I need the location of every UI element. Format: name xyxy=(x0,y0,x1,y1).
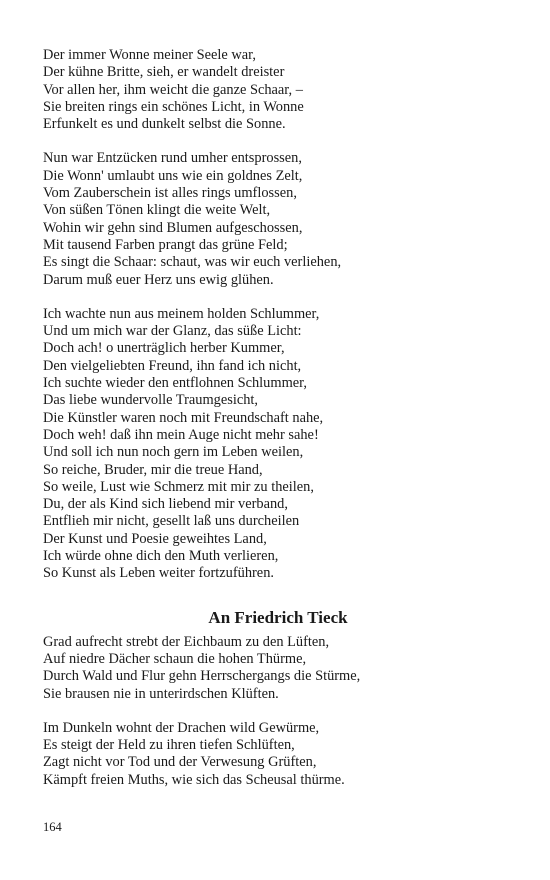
stanza-gap xyxy=(43,133,513,150)
verse-line: Kämpft freien Muths, wie sich das Scheusal thürme. xyxy=(43,771,345,788)
verse-line: Der immer Wonne meiner Seele war, xyxy=(43,47,256,63)
verse-line: Auf niedre Dächer schaun die hohen Thürme, xyxy=(43,650,307,667)
verse-line: Entflieh mir nicht, gesellt laß uns durcheilen xyxy=(43,513,300,530)
verse-line: Grad aufrecht strebt der Eichbaum zu den Lüften, xyxy=(43,633,330,650)
verse-line: Doch ach! o unerträglich herber Kummer, xyxy=(43,340,285,357)
verse-line: Wohin wir gehn sind Blumen aufgeschossen, xyxy=(43,219,303,236)
verse-line: Zagt nicht vor Tod und der Verwesung Grüften, xyxy=(43,754,317,771)
verse-line: Nun war Entzücken rund umher entsprossen, xyxy=(43,150,302,167)
verse-line: Du, der als Kind sich liebend mir verband, xyxy=(43,496,288,513)
verse-line: Die Künstler waren noch mit Freundschaft nahe, xyxy=(43,409,324,426)
verse-line: Sie breiten rings ein schönes Licht, in Wonne xyxy=(43,98,304,115)
verse-line: Ich würde ohne dich den Muth verlieren, xyxy=(43,548,279,565)
page-body xyxy=(43,47,513,789)
stanza-gap xyxy=(43,703,513,720)
verse-line: Im Dunkeln wohnt der Drachen wild Gewürme, xyxy=(43,719,320,736)
verse-line: Darum muß euer Herz uns ewig glühen. xyxy=(43,271,274,288)
verse-line: Vom Zauberschein ist alles rings umflossen, xyxy=(43,185,297,202)
verse-line: So weile, Lust wie Schmerz mit mir zu theilen, xyxy=(43,478,314,495)
verse-line: Vor allen her, ihm weicht die ganze Schaar, – xyxy=(43,81,303,98)
verse-line: Das liebe wundervolle Traumgesicht, xyxy=(43,392,259,409)
page-number: 164 xyxy=(43,820,62,834)
poem-title: An Friedrich Tieck xyxy=(208,607,348,627)
verse-line: Der Kunst und Poesie geweihtes Land, xyxy=(43,530,267,547)
verse-line: Und soll ich nun noch gern im Leben weilen, xyxy=(43,444,304,461)
verse-line: Mit tausend Farben prangt das grüne Feld; xyxy=(43,236,288,253)
verse-line: So Kunst als Leben weiter fortzuführen. xyxy=(43,565,274,582)
verse-line: Es singt die Schaar: schaut, was wir euch verliehen, xyxy=(43,254,342,271)
verse-line: Sie brausen nie in unterirdschen Klüften. xyxy=(43,685,279,702)
poem1-stanza-1 xyxy=(43,47,513,133)
poem1-stanza-2 xyxy=(43,150,513,288)
verse-line: Doch weh! daß ihn mein Auge nicht mehr sahe! xyxy=(43,426,319,443)
poem1-stanza-3 xyxy=(43,306,513,583)
verse-line: Die Wonn' umlaubt uns wie ein goldnes Zelt, xyxy=(43,167,303,184)
verse-line: Den vielgeliebten Freund, ihn fand ich nicht, xyxy=(43,357,302,374)
poem2-stanza-2 xyxy=(43,720,513,789)
verse-line: Und um mich war der Glanz, das süße Licht: xyxy=(43,323,302,340)
stanza-gap xyxy=(43,289,513,306)
verse-line: So reiche, Bruder, mir die treue Hand, xyxy=(43,461,263,478)
verse-line: Der kühne Britte, sieh, er wandelt dreister xyxy=(43,64,285,81)
poem2-stanza-1 xyxy=(43,634,513,703)
verse-line: Ich suchte wieder den entflohnen Schlummer, xyxy=(43,375,307,392)
verse-line: Durch Wald und Flur gehn Herrschergangs die Stürme, xyxy=(43,668,361,685)
verse-line: Es steigt der Held zu ihren tiefen Schlüften, xyxy=(43,737,295,754)
verse-line: Erfunkelt es und dunkelt selbst die Sonne. xyxy=(43,116,286,133)
verse-line: Ich wachte nun aus meinem holden Schlummer, xyxy=(43,305,320,322)
verse-line: Von süßen Tönen klingt die weite Welt, xyxy=(43,202,271,219)
